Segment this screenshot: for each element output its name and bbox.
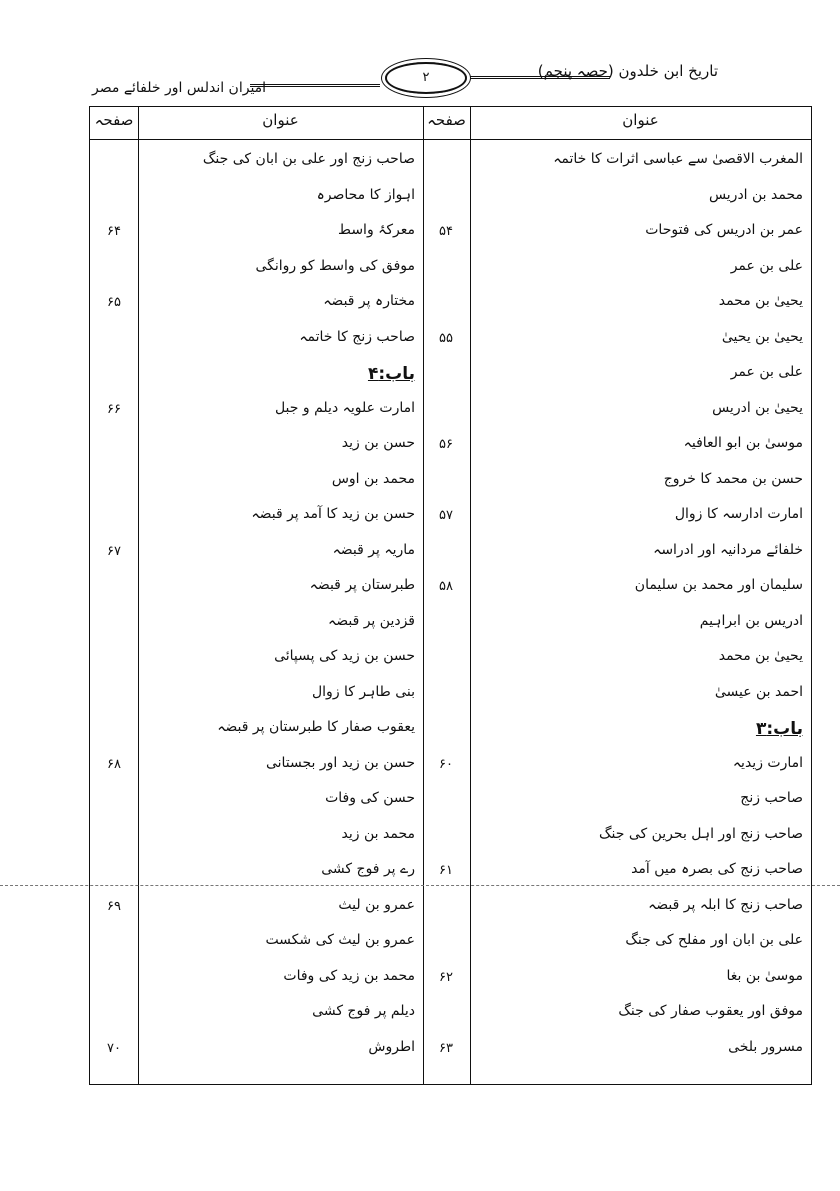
page-number: ۶۲: [439, 969, 453, 985]
toc-entry: امارت زیدیہ: [732, 754, 803, 771]
toc-entry: امارت علویہ دیلم و جبل: [274, 399, 415, 416]
page-number: ۷۰: [107, 1040, 121, 1056]
toc-entry: مختارہ پر قبضہ: [323, 293, 415, 309]
page-number: ۶۶: [107, 401, 121, 417]
toc-entry: عمرو بن لیث کی شکست: [265, 932, 415, 948]
toc-entry: حسن بن محمد کا خروج: [663, 470, 803, 487]
toc-entry: محمد بن اوس: [331, 470, 415, 487]
header-rule-left: [250, 84, 380, 87]
toc-entry: مسرور بلخی: [728, 1038, 803, 1055]
toc-entry: موفق کی واسط کو روانگی: [255, 257, 415, 274]
toc-entry: یعقوب صفار کا طبرستان پر قبضہ: [217, 719, 415, 735]
toc-entry: علی بن ابان اور مفلح کی جنگ: [625, 932, 803, 948]
page-number: ۵۶: [439, 437, 453, 452]
toc-entry: موسیٰ بن ابو العافیہ: [683, 435, 803, 451]
toc-entry: بنی طاہر کا زوال: [312, 683, 415, 700]
toc-entry: محمد بن زید: [341, 825, 415, 842]
toc-entry: علی بن عمر: [730, 257, 803, 274]
toc-entry: محمد بن زید کی وفات: [283, 967, 415, 984]
header-rule-right: [470, 76, 610, 79]
chapter-heading: باب:۴: [367, 364, 415, 384]
col-heading-page-right: صفحہ: [427, 111, 466, 129]
scan-cut-line: [0, 885, 840, 886]
section-title: امیران اندلس اور خلفائے مصر: [92, 80, 267, 96]
col-heading-title-right: عنوان: [622, 111, 659, 129]
toc-entry: طبرستان پر قبضہ: [309, 577, 415, 593]
toc-entry: ادریس بن ابراہیم: [699, 612, 803, 629]
toc-entry: حسن بن زید کی پسپائی: [274, 648, 415, 664]
toc-entry: حسن بن زید اور بجستانی: [265, 754, 415, 771]
toc-entry: ماریہ پر قبضہ: [332, 541, 415, 558]
page-number: ۶۴: [107, 224, 121, 239]
toc-entry: خلفائے مردانیہ اور ادراسہ: [653, 541, 803, 558]
toc-entry: امارت ادارسہ کا زوال: [674, 506, 803, 522]
toc-entry: یحییٰ بن یحییٰ: [721, 328, 803, 345]
toc-entry: موسیٰ بن بغا: [726, 967, 803, 984]
page-number: ۵۵: [439, 330, 453, 346]
toc-entry: سلیمان اور محمد بن سلیمان: [634, 577, 803, 593]
chapter-heading: باب:۳: [755, 719, 803, 739]
toc-entry: حسن کی وفات: [325, 790, 415, 806]
col-heading-page-left: صفحہ: [94, 111, 134, 129]
toc-entry: اطروش: [368, 1038, 415, 1055]
page-number: ۵۴: [439, 224, 453, 239]
toc-entry: یحییٰ بن ادریس: [712, 399, 803, 416]
toc-entry: عمر بن ادریس کی فتوحات: [645, 222, 803, 238]
toc-entry: معرکۂ واسط: [338, 222, 415, 238]
toc-entry: صاحب زنج کا ابلہ پر قبضہ: [648, 896, 803, 913]
toc-entry: حسن بن زید کا آمد پر قبضہ: [251, 506, 415, 522]
toc-entry: صاحب زنج اور علی بن ابان کی جنگ: [202, 151, 415, 167]
toc-entry: اہواز کا محاصرہ: [316, 186, 415, 203]
page-number: ۶۱: [439, 863, 453, 878]
page-number: ۶۵: [107, 295, 121, 310]
toc-entry: یحییٰ بن محمد: [718, 648, 803, 664]
toc-entry: رے پر فوج کشی: [321, 861, 415, 877]
page-number: ۶۸: [107, 756, 121, 772]
index-table: [89, 106, 812, 1085]
divider-center: [423, 107, 424, 1084]
divider-page-col-right: [470, 107, 471, 1084]
col-heading-title-left: عنوان: [262, 111, 299, 129]
page-number: ۶۹: [107, 898, 121, 914]
page-number: ۵۷: [439, 508, 453, 523]
header-row-divider: [90, 139, 811, 140]
toc-entry: عمرو بن لیث: [338, 896, 415, 913]
toc-entry: علی بن عمر: [730, 364, 803, 380]
page-number-badge: ۲: [385, 62, 467, 94]
page-number: ۵۸: [439, 579, 453, 594]
toc-entry: دیلم پر فوج کشی: [312, 1003, 415, 1019]
toc-entry: موفق اور یعقوب صفار کی جنگ: [618, 1003, 803, 1019]
toc-entry: یحییٰ بن محمد: [718, 293, 803, 309]
page-number: ۶۷: [107, 543, 121, 559]
toc-entry: محمد بن ادریس: [708, 186, 803, 203]
divider-page-col-left: [138, 107, 139, 1084]
toc-entry: المغرب الاقصیٰ سے عباسی اثرات کا خاتمہ: [553, 151, 803, 167]
page-number: ۶۳: [439, 1040, 453, 1056]
toc-entry: حسن بن زید: [341, 435, 415, 451]
toc-entry: قزدین پر قبضہ: [328, 612, 415, 629]
book-title: تاریخ ابن خلدون (حصہ پنجم): [537, 62, 718, 80]
toc-entry: صاحب زنج کا خاتمہ: [299, 328, 415, 345]
toc-entry: صاحب زنج اور اہل بحرین کی جنگ: [598, 825, 803, 842]
toc-entry: صاحب زنج کی بصرہ میں آمد: [631, 861, 803, 877]
page-number: ۶۰: [439, 756, 453, 772]
toc-entry: صاحب زنج: [740, 790, 803, 806]
toc-entry: احمد بن عیسیٰ: [714, 683, 803, 700]
